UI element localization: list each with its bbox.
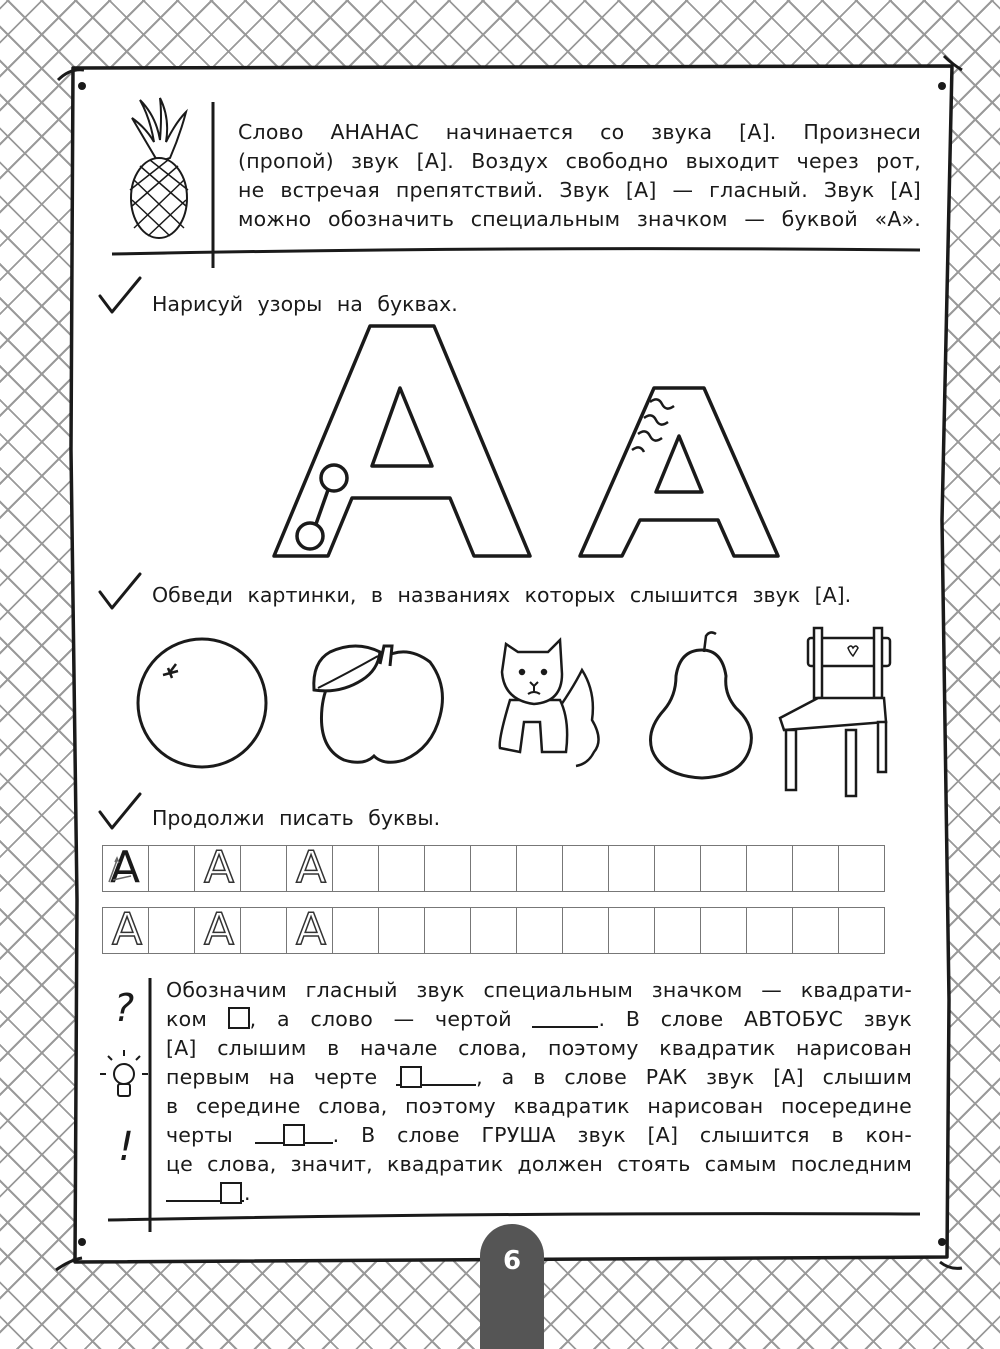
writing-cell[interactable] (103, 904, 149, 955)
writing-cell[interactable] (195, 904, 241, 955)
writing-cell[interactable] (747, 908, 793, 954)
writing-cell[interactable] (793, 846, 839, 892)
intro-line: (пропой) звук [А]. Воздух свободно выходит через рот, (238, 149, 921, 173)
rule-line: ком , а слово — чертой . В слове АВТОБУС звук (166, 1007, 913, 1031)
writing-cell[interactable] (333, 846, 379, 892)
exclamation-icon: ! (118, 1124, 135, 1170)
writing-cell[interactable] (287, 904, 333, 955)
task-draw-patterns: Нарисуй узоры на буквах. (152, 292, 458, 316)
square-middle-line-icon (255, 1142, 333, 1144)
writing-cell[interactable] (609, 908, 655, 954)
writing-cell[interactable] (333, 908, 379, 954)
writing-cell[interactable] (517, 846, 563, 892)
rule-line: в середине слова, поэтому квадратик нарисован посередине (166, 1094, 912, 1118)
writing-cell[interactable] (517, 908, 563, 954)
writing-cell[interactable] (425, 908, 471, 954)
word-line-icon (532, 1026, 598, 1028)
writing-cell[interactable] (241, 846, 287, 892)
intro-line: можно обозначить специальным значком — буквой «А». (238, 207, 921, 231)
writing-cell[interactable] (149, 908, 195, 954)
rule-line: черты . В слове ГРУША звук [А] слышится в кон- (166, 1123, 912, 1147)
apple-picture[interactable] (314, 646, 443, 762)
intro-line: Слово АНАНАС начинается со звука [А]. Произнеси (238, 120, 921, 144)
writing-cell[interactable] (655, 908, 701, 954)
writing-cell[interactable] (793, 908, 839, 954)
writing-cell[interactable] (609, 846, 655, 892)
writing-cell[interactable] (839, 846, 885, 892)
dashed-letter: A (112, 904, 143, 955)
writing-cell[interactable] (103, 842, 149, 893)
writing-cell[interactable] (425, 846, 471, 892)
writing-cell[interactable] (287, 842, 333, 893)
writing-cell[interactable] (379, 908, 425, 954)
intro-paragraph (238, 118, 921, 234)
rule-line: це слова, значит, квадратик должен стоять самым последним (166, 1152, 912, 1176)
rule-line: . (166, 1179, 912, 1208)
square-end-line-icon (166, 1200, 244, 1202)
writing-cell[interactable] (563, 908, 609, 954)
writing-cell[interactable] (241, 908, 287, 954)
stroke-order-arrows (103, 842, 147, 893)
page-number: 6 (502, 1246, 522, 1276)
writing-cell[interactable] (839, 908, 885, 954)
orange-picture[interactable] (138, 639, 266, 767)
dashed-letter: A (204, 842, 235, 893)
page-number-tab (480, 1224, 544, 1349)
rule-line: первым на черте , а в слове РАК звук [А] слышим (166, 1065, 912, 1089)
writing-cell[interactable] (471, 908, 517, 954)
sample-letter: A (110, 842, 141, 893)
writing-cell[interactable] (655, 846, 701, 892)
dashed-letter: A (296, 904, 327, 955)
dashed-letter: A (204, 904, 235, 955)
writing-cell[interactable] (747, 846, 793, 892)
question-icon: ? (114, 986, 135, 1030)
intro-line: не встречая препятствий. Звук [А] — гласный. Звук [А] (238, 178, 921, 202)
rule-paragraph (166, 976, 912, 1208)
writing-row-2[interactable] (102, 904, 885, 955)
dashed-letter: A (296, 842, 327, 893)
writing-cell[interactable] (563, 846, 609, 892)
writing-cell[interactable] (471, 846, 517, 892)
writing-row-1[interactable] (102, 842, 885, 893)
writing-cell[interactable] (195, 842, 241, 893)
task-circle-pictures: Обведи картинки, в названиях которых слышится звук [А]. (152, 583, 852, 607)
task-write-letters: Продолжи писать буквы. (152, 806, 441, 830)
square-start-line-icon (396, 1084, 476, 1086)
writing-cell[interactable] (379, 846, 425, 892)
vowel-square-icon (228, 1007, 250, 1029)
writing-cell[interactable] (701, 908, 747, 954)
rule-line: Обозначим гласный звук специальным значком — квадрати- (166, 978, 912, 1002)
writing-cell[interactable] (149, 846, 195, 892)
writing-cell[interactable] (701, 846, 747, 892)
rule-line: [А] слышим в начале слова, поэтому квадратик нарисован (166, 1036, 912, 1060)
